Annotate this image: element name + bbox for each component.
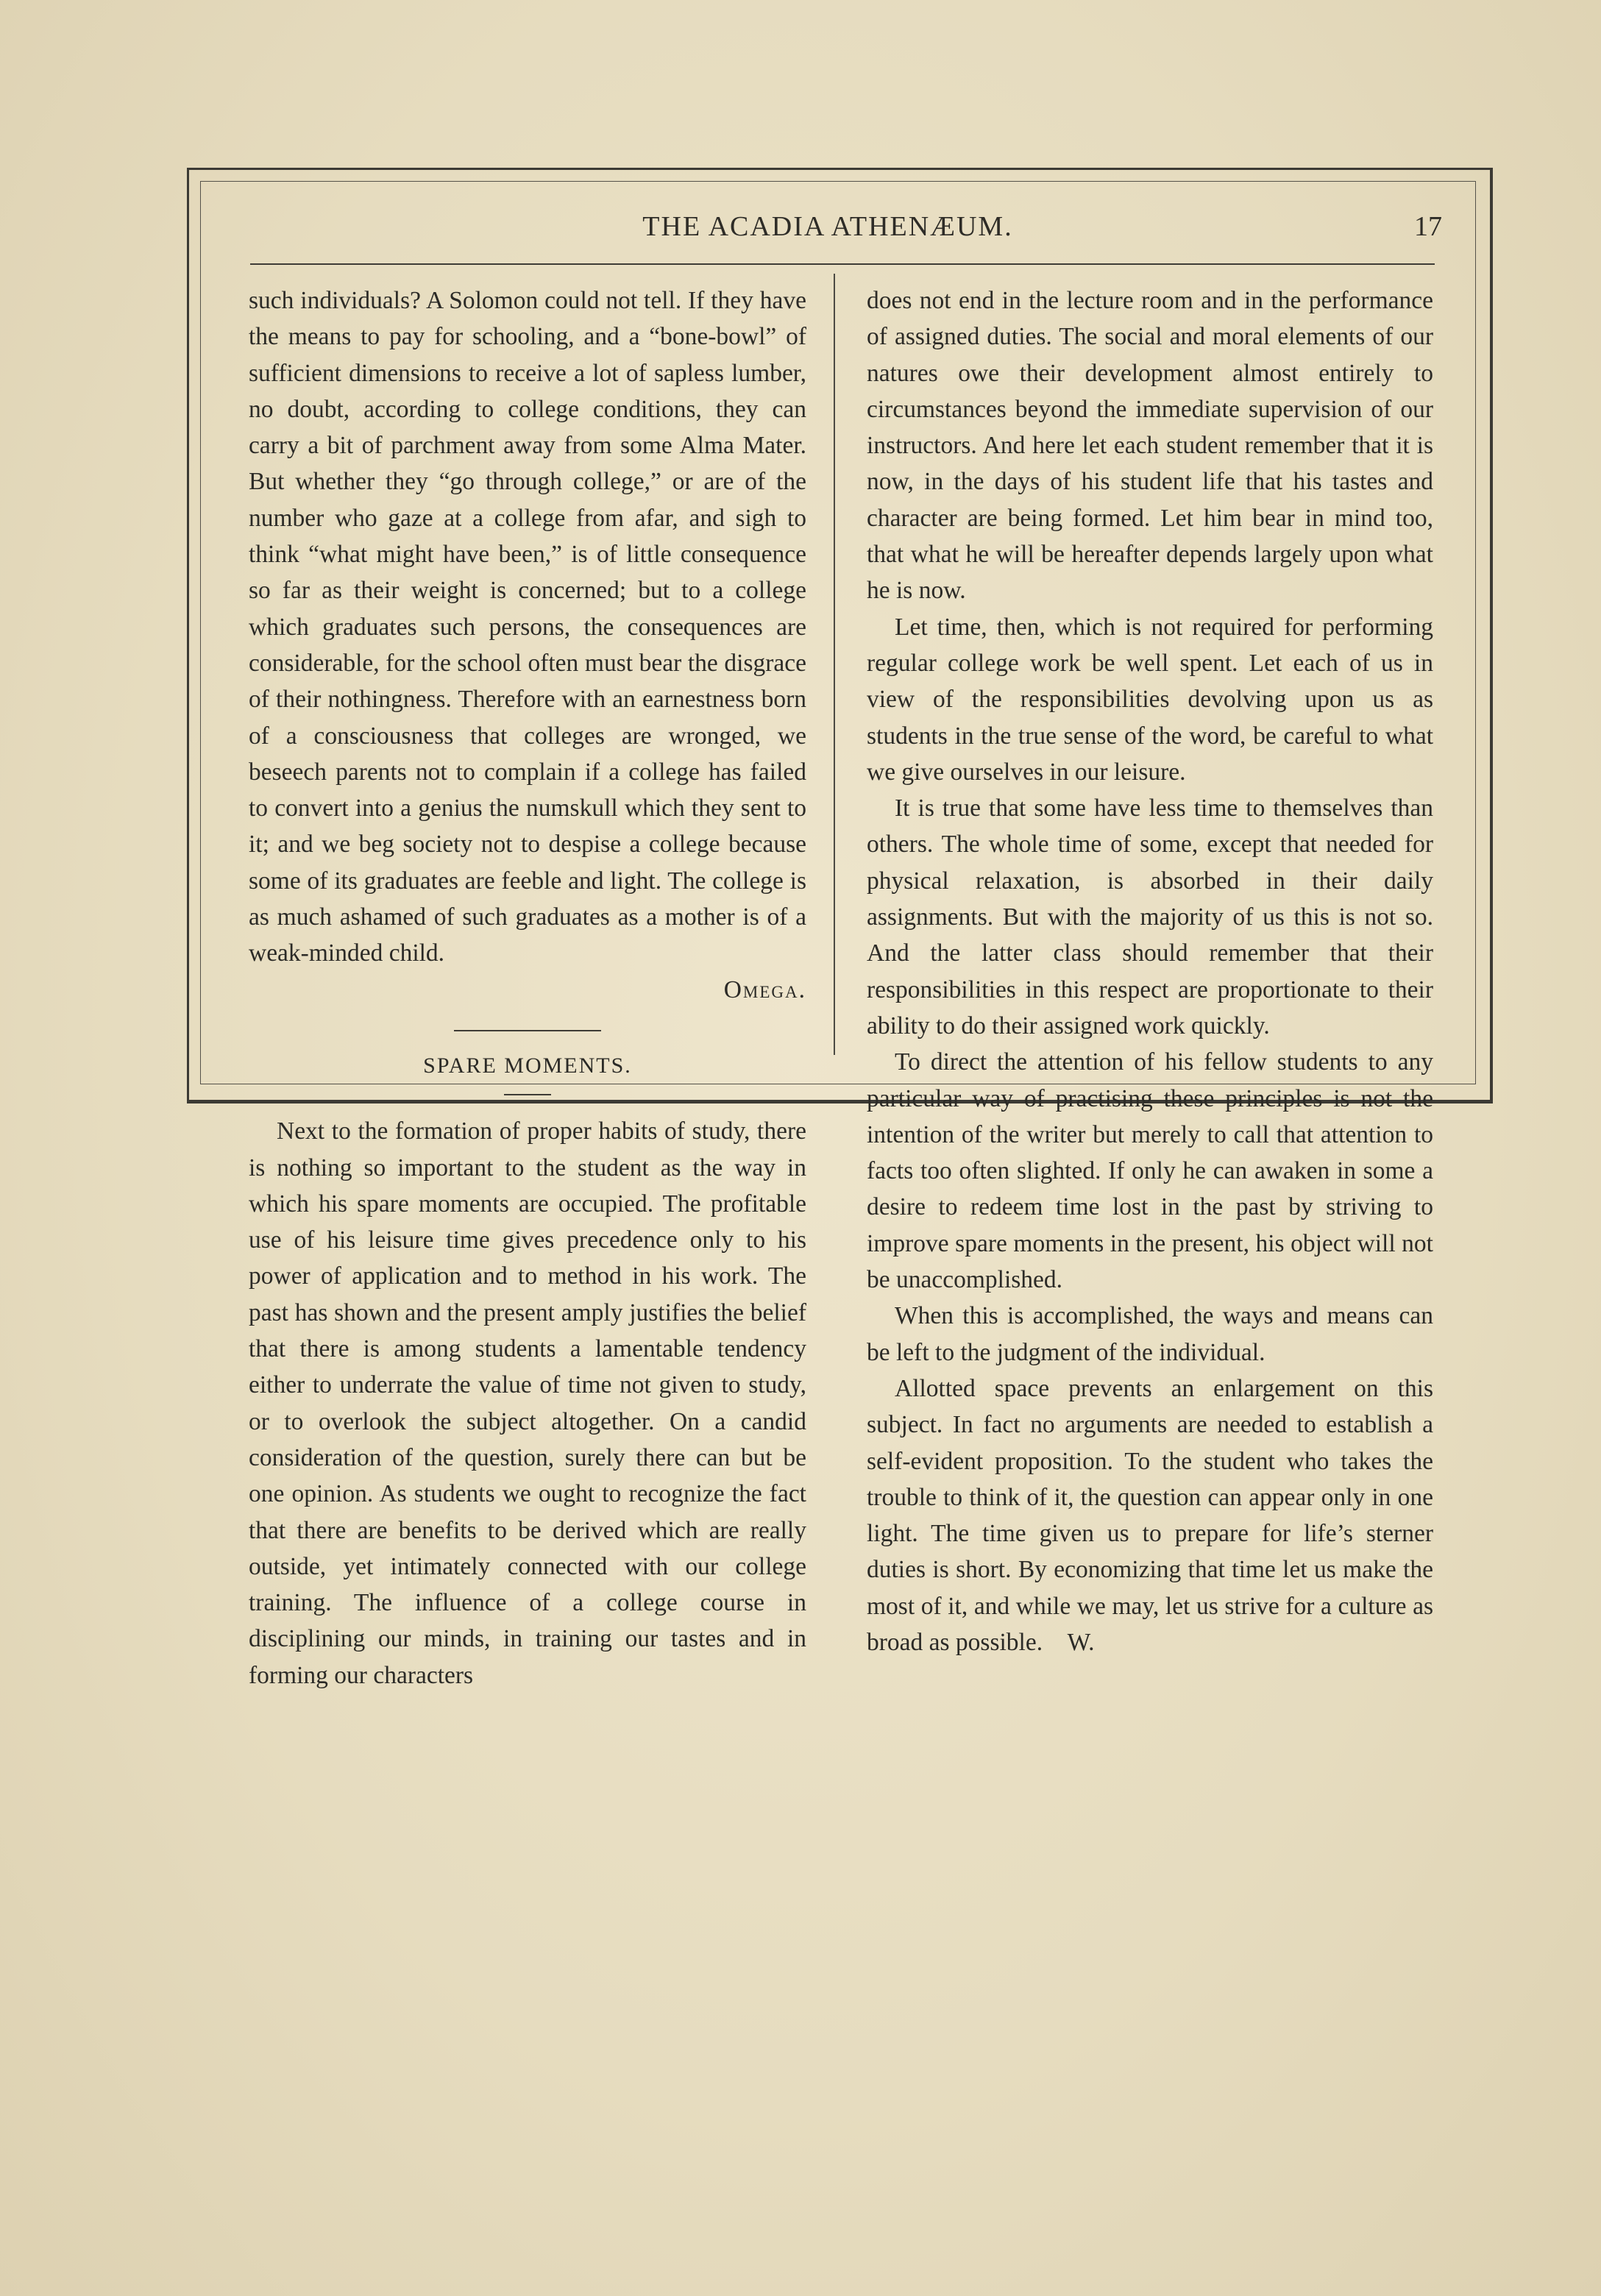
header-divider bbox=[250, 263, 1435, 265]
left-column bbox=[249, 282, 806, 1693]
author-signature: Omega. bbox=[723, 975, 806, 1003]
title-divider bbox=[504, 1094, 551, 1095]
article-paragraph: does not end in the lecture room and in the performance of assigned duties. The social and moral elements of our natures owe their development almost entirely to circumstances beyond the immediate supervision of our instructors. And here let each student remember that it is now, in the days of his student life that his tastes and character are being formed. Let him bear in mind too, that what he will be hereafter depends largely upon what he is now. bbox=[867, 287, 1433, 605]
article-paragraph: such individuals? A Solomon could not tell. If they have the means to pay for schooling, and a “bone-bowl” of sufficient dimensions to receive a lot of sapless lumber, no doubt, according to college conditions, they can carry a bit of parchment away from some Alma Mater. But whether they “go through college,” or are of the number who gaze at a college from afar, and sigh to think “what might have been,” is of little consequence so far as their weight is concerned; but to a college which graduates such persons, the consequences are considerable, for the school often must bear the disgrace of their nothingness. Therefore with an earnestness born of a consciousness that colleges are wronged, we beseech parents not to complain if a college has failed to convert into a genius the numskull which they sent to it; and we beg society not to despise a college because some of its graduates are feeble and light. The college is as much ashamed of such graduates as a mother is of a weak-minded child. bbox=[249, 287, 806, 967]
section-divider bbox=[454, 1030, 601, 1031]
right-column bbox=[867, 282, 1433, 1660]
column-divider bbox=[834, 274, 835, 1055]
page-header bbox=[213, 206, 1442, 250]
article-paragraph: When this is accomplished, the ways and means can be left to the judgment of the individual. bbox=[867, 1302, 1433, 1366]
article-paragraph: It is true that some have less time to themselves than others. The whole time of some, except that needed for physical relaxation, is absorbed in their daily assignments. But with the majority of us this is not so. And the latter class should remember that their responsibilities in this respect are proportionate to their ability to do their assigned work quickly. bbox=[867, 795, 1433, 1039]
article-paragraph: Next to the formation of proper habits of study, there is nothing so important to the student as the way in which his spare moments are occupied. The profitable use of his leisure time gives precedence only to his power of application and to method in his work. The past has shown and the present amply justifies the belief that there is among students a lamentable tendency either to underrate the value of time not given to study, or to overlook the subject altogether. On a candid consideration of the question, surely there can but be one opinion. As students we ought to recognize the fact that there are benefits to be derived which are really outside, yet intimately connected with our college training. The influence of a college course in disciplining our minds, in training our tastes and in forming our characters bbox=[249, 1117, 806, 1689]
running-title: THE ACADIA ATHENÆUM. bbox=[642, 211, 1013, 242]
section-title: SPARE MOMENTS. bbox=[423, 1053, 632, 1078]
article-paragraph bbox=[867, 1371, 1433, 1660]
page-number: 17 bbox=[1414, 211, 1442, 242]
article-paragraph: To direct the attention of his fellow students to any particular way of practising these principles is not the intention of the writer but merely to call that attention to facts too often slighted. If only he can awaken in some a desire to redeem time lost in the past by striving to improve spare moments in the present, his object will not be unaccomplished. bbox=[867, 1048, 1433, 1294]
article-paragraph: Let time, then, which is not required for performing regular college work be well spent. Let each of us in view of the responsibilities devolving upon us as students in the true sense of the word, be careful to what we give ourselves in our leisure. bbox=[867, 613, 1433, 786]
author-signature: W. bbox=[1067, 1628, 1095, 1656]
article-paragraph-text: Allotted space prevents an enlargement on this subject. In fact no arguments are needed to establish a self-evident proposition. To the student who takes the trouble to think of it, the question can appear only in one light. The time given us to prepare for life’s sterner duties is short. By economizing that time let us make the most of it, and while we may, let us strive for a culture as broad as possible. bbox=[867, 1374, 1433, 1656]
